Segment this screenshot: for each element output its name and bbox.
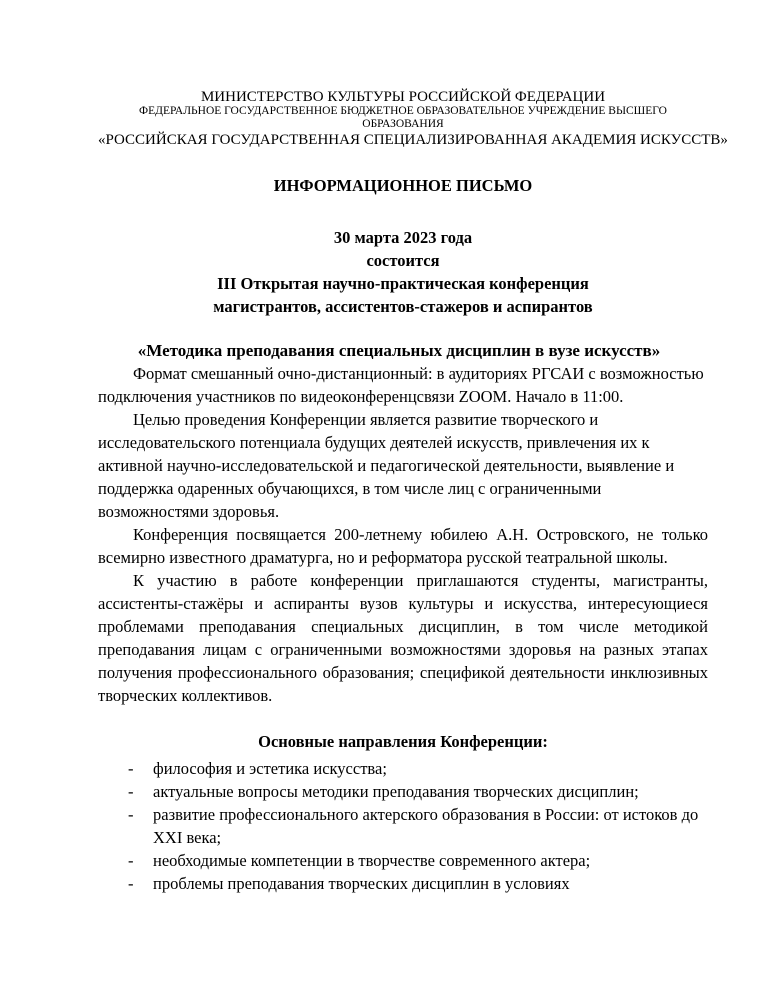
list-item: [98, 872, 708, 895]
list-item: [98, 757, 708, 780]
dash-marker: -: [128, 874, 134, 893]
directions-heading: Основные направления Конференции:: [258, 732, 548, 751]
list-item-text: актуальные вопросы методики преподавания творческих дисциплин;: [153, 782, 639, 801]
directions-list: [98, 757, 708, 895]
list-item-text: развитие профессионального актерского образования в России: от истоков до XXI века;: [153, 805, 699, 847]
dash-marker: -: [128, 805, 134, 824]
dash-marker: -: [128, 782, 134, 801]
paragraph-participants: К участию в работе конференции приглашаются студенты, магистранты, ассистенты-стажёры и аспиранты вузов культуры и искусства, интересующиеся проблемами преподавания специальных дисциплин, в том числе методикой преподавания лицам с ограниченными возможностями здоровья на разных этапах получения профессионального образования; спецификой деятельности инклюзивных творческих коллективов.: [98, 571, 708, 705]
dash-marker: -: [128, 851, 134, 870]
paragraph-dedication: Конференция посвящается 200-летнему юбилею А.Н. Островского, не только всемирно известного драматурга, но и реформатора русской театральной школы.: [98, 525, 708, 567]
event-name-line2: магистрантов, ассистентов-стажеров и аспирантов: [213, 297, 593, 316]
dash-marker: -: [128, 759, 134, 778]
list-item: [98, 849, 708, 872]
paragraph-format: Формат смешанный очно-дистанционный: в аудиториях РГСАИ с возможностью подключения участников по видеоконференцсвязи ZOOM. Начало в 11:00.: [98, 364, 704, 406]
conference-theme: «Методика преподавания специальных дисциплин в вузе искусств»: [137, 341, 661, 360]
document-title: ИНФОРМАЦИОННОЕ ПИСЬМО: [273, 176, 533, 195]
event-name-line1: III Открытая научно-практическая конференция: [217, 274, 589, 293]
paragraph-goal: Целью проведения Конференции является развитие творческого и исследовательского потенциала будущих деятелей искусств, привлечения их к активной научно-исследовательской и педагогической деятельности, выявление и поддержка одаренных обучающихся, в том числе лиц с ограниченными возможностями здоровья.: [98, 410, 675, 521]
ministry-line: МИНИСТЕРСТВО КУЛЬТУРЫ РОССИЙСКОЙ ФЕДЕРАЦИИ: [200, 89, 606, 105]
institution-line: ФЕДЕРАЛЬНОЕ ГОСУДАРСТВЕННОЕ БЮДЖЕТНОЕ ОБРАЗОВАТЕЛЬНОЕ УЧРЕЖДЕНИЕ ВЫСШЕГО ОБРАЗОВАНИЯ: [139, 105, 667, 130]
list-item-text: проблемы преподавания творческих дисциплин в условиях: [153, 874, 570, 893]
list-item: [98, 803, 708, 849]
list-item: [98, 780, 708, 803]
academy-line: «РОССИЙСКАЯ ГОСУДАРСТВЕННАЯ СПЕЦИАЛИЗИРОВАННАЯ АКАДЕМИЯ ИСКУССТВ»: [98, 132, 728, 148]
event-verb: состоится: [366, 251, 440, 270]
organization-header: [98, 89, 728, 148]
event-date: 30 марта 2023 года: [333, 228, 473, 247]
document-body: [98, 362, 708, 707]
event-announcement: [98, 226, 708, 318]
list-item-text: необходимые компетенции в творчестве современного актера;: [153, 851, 591, 870]
list-item-text: философия и эстетика искусства;: [153, 759, 387, 778]
